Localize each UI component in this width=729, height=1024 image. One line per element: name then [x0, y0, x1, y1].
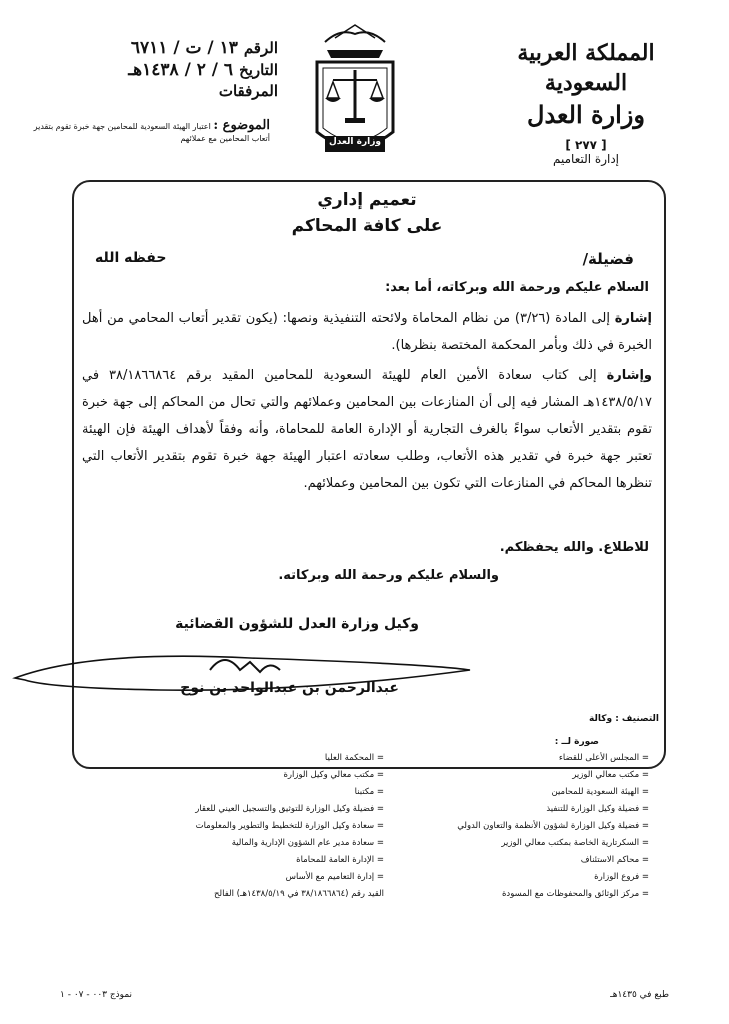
list-item: = فضيلة وكيل الوزارة للتوثيق والتسجيل العيني للعقار — [195, 804, 384, 814]
kingdom-name: المملكة العربية السعودية — [517, 40, 655, 96]
list-item: = المحكمة العليا — [324, 753, 384, 763]
print-note: طبع في ١٤٣٥هـ — [610, 990, 669, 1000]
signer-title: وكيل وزارة العدل للشؤون القضائية — [175, 616, 419, 632]
list-item: = فروع الوزارة — [594, 872, 649, 882]
cc-list-left — [114, 750, 384, 903]
honorific: حفظه الله — [95, 250, 167, 266]
copy-to-label: صورة لــ : — [554, 737, 599, 747]
ministry-header — [481, 38, 691, 166]
dept-name: إدارة التعاميم — [553, 152, 619, 166]
list-item: = الهيئة السعودية للمحامين — [551, 787, 649, 797]
list-item: = سعادة مدير عام الشؤون الإدارية والمالية — [231, 838, 384, 848]
list-item: = المجلس الأعلى للقضاء — [558, 753, 649, 763]
closing-1: للاطلاع. والله يحفظكم. — [499, 540, 649, 555]
emblem-caption: وزارة العدل — [328, 137, 382, 147]
date-value: ٦ / ٢ / ١٤٣٨هـ — [128, 60, 234, 80]
closing-2: والسلام عليكم ورحمة الله وبركاته. — [278, 568, 499, 583]
signer-name: عبدالرحمن بن عبدالواحد بن نوح — [180, 680, 399, 696]
ref-label: الرقم — [243, 39, 278, 57]
paragraph-1 — [82, 305, 652, 359]
ref-value: ١٣ / ت / ٦٧١١ — [130, 38, 238, 58]
list-item: = مكتبنا — [354, 787, 384, 797]
list-item: = مركز الوثائق والمحفوظات مع المسودة — [501, 889, 649, 899]
paragraph-1-text: إلى المادة (٣/٢٦) من نظام المحاماة ولائحته التنفيذية ونصها: (يكون تقدير أتعاب المحامي من أهل الخبرة في ذلك وبأمر المحكمة المختصة بنظرها). — [82, 311, 652, 353]
paragraph-2-lead: وإشارة — [606, 368, 652, 383]
scales-of-justice-icon — [305, 20, 405, 170]
list-item: = إدارة التعاميم مع الأساس — [285, 872, 384, 882]
ministry-emblem — [305, 20, 405, 170]
list-item: = فضيلة وكيل الوزارة لشؤون الأنظمة والتعاون الدولي — [457, 821, 649, 831]
list-item: = سعادة وكيل الوزارة للتخطيط والتطوير والمعلومات — [195, 821, 384, 831]
subject-text: اعتبار الهيئة السعودية للمحامين جهة خبرة تقوم بتقدير أتعاب المحامين مع عملائهم — [33, 122, 270, 143]
cc-list-right — [399, 750, 649, 903]
classification: التصنيف : وكالة — [589, 714, 659, 724]
list-item: = مكتب معالي الوزير — [572, 770, 649, 780]
paragraph-1-lead: إشارة — [614, 311, 652, 326]
list-item: = فضيلة وكيل الوزارة للتنفيذ — [546, 804, 649, 814]
ministry-name: وزارة العدل — [527, 100, 645, 129]
form-number: نموذج ٠٠٣ - ٠٧ - ١ — [60, 990, 133, 1000]
list-item: القيد رقم (٣٨/١٨٦٦٨٦٤ في ١٤٣٨/٥/١٩هـ) الفالح — [214, 889, 384, 899]
date-label: التاريخ — [239, 61, 278, 79]
dept-number: [ ٢٧٧ ] — [565, 138, 607, 152]
subject-block — [20, 120, 270, 145]
list-item: = الإدارة العامة للمحاماة — [296, 855, 384, 865]
paragraph-2 — [82, 362, 652, 497]
list-item: = السكرتارية الخاصة بمكتب معالي الوزير — [501, 838, 649, 848]
letter-title: تعميم إداري — [317, 190, 417, 210]
list-item: = محاكم الاستئناف — [580, 855, 649, 865]
subject-label: الموضوع : — [213, 118, 270, 133]
reference-block — [28, 38, 278, 104]
letter-subtitle: على كافة المحاكم — [291, 216, 443, 236]
salutation: فضيلة/ — [582, 250, 634, 268]
greeting: السلام عليكم ورحمة الله وبركاته، أما بعد: — [385, 280, 649, 295]
list-item: = مكتب معالي وكيل الوزارة — [283, 770, 384, 780]
attachments-label: المرفقات — [218, 82, 278, 100]
paragraph-2-text: إلى كتاب سعادة الأمين العام للهيئة السعودية للمحامين المقيد برقم ٣٨/١٨٦٦٨٦٤ في ١٤٣٨/٥/١٧هـ المشار فيه إلى أن المنازعات بين المحامين وعملائهم والتي تحال من المحاكم إلى جهة خبرة تقوم بتقدير الأتعاب سواءً بالغرف التجارية أو الإدارة العامة للمحاماة، وأنه وفقاً لأهداف الهيئة فإن الهيئة تعتبر جهة خبرة في تقدير هذه الأتعاب، وطلب سعادته اعتبار الهيئة جهة خبرة تقوم بتقدير الأتعاب التي تنظرها المحاكم في المنازعات التي تكون بين المحامين وعملائهم. — [82, 368, 652, 491]
